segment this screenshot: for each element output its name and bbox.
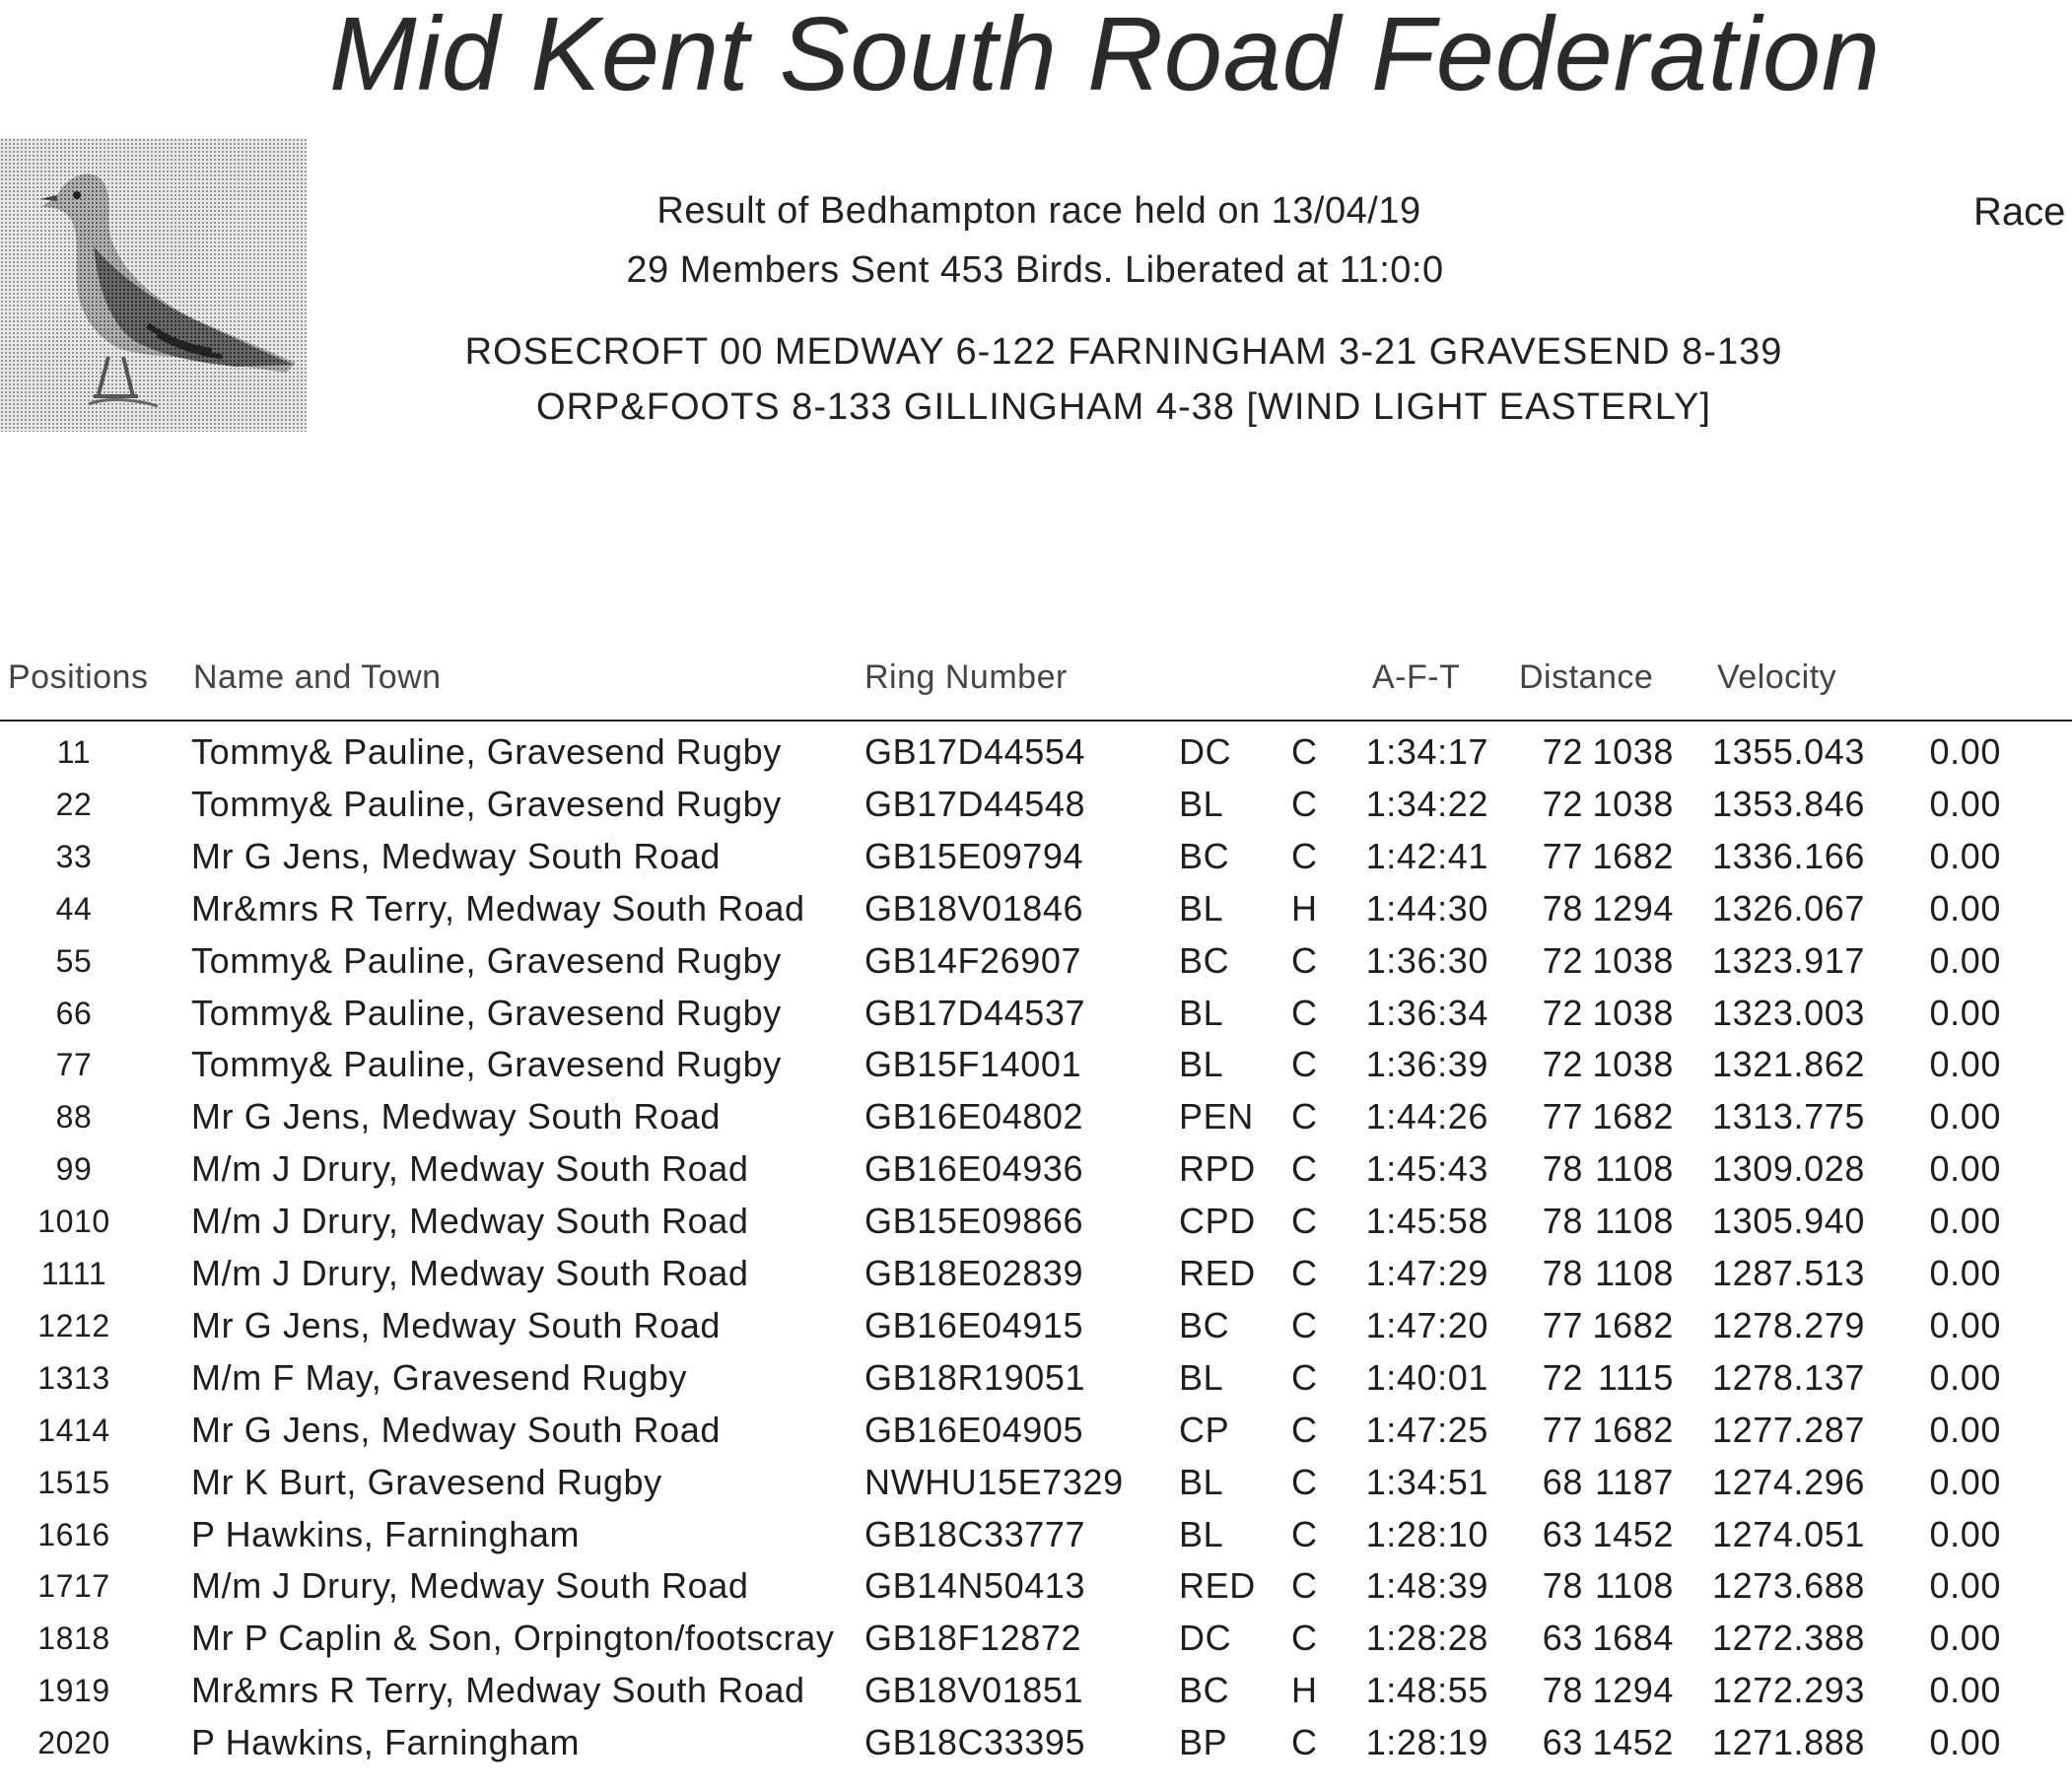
row-velocity: 1277.287 [1712,1409,1865,1450]
row-name-town: Mr G Jens, Medway South Road [191,1304,722,1345]
row-ring-number: GB18C33395 [864,1722,1086,1763]
row-distance-miles: 72 [1542,1044,1583,1085]
row-name-town: Mr P Caplin & Son, Orpington/footscray [191,1618,835,1659]
row-pool: 0.00 [1929,1044,2001,1085]
row-ring-number: GB17D44548 [864,783,1086,824]
table-row [0,1251,2072,1303]
row-position: 1818 [37,1620,110,1657]
row-pool: 0.00 [1929,1565,2001,1607]
row-name-town: M/m J Drury, Medway South Road [191,1565,749,1607]
row-aft: 1:34:22 [1365,783,1488,824]
row-position: 77 [55,1047,93,1083]
row-ring-number: GB18E02839 [864,1253,1084,1293]
row-colour: BP [1179,1722,1228,1763]
row-velocity: 1309.028 [1712,1148,1865,1190]
row-sex: C [1291,1096,1318,1137]
table-row [0,1460,2072,1512]
row-sex: H [1291,887,1318,929]
table-row [0,1146,2072,1199]
row-aft: 1:44:30 [1365,887,1488,929]
row-distance-miles: 68 [1542,1461,1583,1502]
column-header-velocity: Velocity [1717,658,1837,696]
row-velocity: 1323.917 [1712,939,1865,981]
row-name-town: Tommy& Pauline, Gravesend Rugby [191,992,782,1033]
row-position: 88 [55,1099,93,1136]
row-position: 44 [55,890,93,927]
row-aft: 1:44:26 [1365,1096,1488,1137]
club-summary-line-1: ROSECROFT 00 MEDWAY 6-122 FARNINGHAM 3-21 GRAVESEND 8-139 [464,331,1783,373]
row-pool: 0.00 [1929,1409,2001,1450]
row-ring-number: NWHU15E7329 [864,1461,1124,1502]
row-position: 55 [55,942,93,979]
table-row [0,729,2072,782]
row-distance-yards: 1038 [1592,939,1674,981]
row-velocity: 1274.051 [1712,1513,1865,1554]
row-position: 99 [55,1151,93,1188]
row-ring-number: GB18V01846 [864,887,1084,929]
row-pool: 0.00 [1929,835,2001,876]
row-velocity: 1326.067 [1712,887,1865,929]
row-pool: 0.00 [1929,939,2001,981]
row-distance-yards: 1108 [1595,1148,1674,1190]
row-sex: C [1291,1409,1318,1450]
row-distance-yards: 1294 [1592,1670,1674,1711]
row-distance-miles: 72 [1542,1356,1583,1398]
row-aft: 1:34:51 [1365,1461,1488,1502]
row-sex: H [1291,1670,1318,1711]
row-velocity: 1272.388 [1712,1618,1865,1659]
row-distance-miles: 72 [1542,939,1583,981]
row-velocity: 1287.513 [1712,1253,1865,1293]
table-row [0,991,2072,1043]
row-pool: 0.00 [1929,1304,2001,1345]
row-position: 1212 [37,1307,110,1343]
row-position: 1414 [37,1412,110,1448]
row-colour: RED [1179,1253,1256,1293]
row-colour: DC [1179,1618,1232,1659]
row-colour: CP [1179,1409,1230,1450]
row-distance-yards: 1038 [1592,992,1674,1033]
row-aft: 1:36:39 [1365,1044,1488,1085]
row-colour: BL [1179,887,1224,929]
row-aft: 1:28:28 [1365,1618,1488,1659]
row-distance-yards: 1038 [1592,1044,1674,1085]
table-row [0,1094,2072,1146]
row-distance-yards: 1682 [1592,1409,1674,1450]
row-aft: 1:47:20 [1365,1304,1488,1345]
row-velocity: 1273.688 [1712,1565,1865,1607]
row-position: 33 [55,838,93,874]
row-ring-number: GB14F26907 [864,939,1082,981]
row-aft: 1:42:41 [1365,835,1488,876]
row-pool: 0.00 [1929,1148,2001,1190]
table-row [0,1512,2072,1564]
column-header-ring: Ring Number [864,658,1068,696]
row-name-town: M/m F May, Gravesend Rugby [191,1356,688,1398]
pigeon-logo [0,138,307,432]
row-ring-number: GB16E04915 [864,1304,1084,1345]
row-distance-yards: 1115 [1597,1356,1674,1398]
row-distance-yards: 1108 [1595,1565,1674,1607]
column-header-aft: A-F-T [1372,658,1461,696]
row-distance-yards: 1294 [1592,887,1674,929]
row-name-town: P Hawkins, Farningham [191,1513,581,1554]
row-colour: BL [1179,1044,1224,1085]
row-colour: PEN [1179,1096,1254,1137]
row-velocity: 1336.166 [1712,835,1865,876]
row-colour: RPD [1179,1148,1256,1190]
row-aft: 1:40:01 [1365,1356,1488,1398]
table-row [0,1355,2072,1408]
row-distance-miles: 63 [1542,1513,1583,1554]
page-title: Mid Kent South Road Federation [329,0,1881,112]
row-pool: 0.00 [1929,1253,2001,1293]
row-distance-miles: 77 [1542,1096,1583,1137]
row-position: 1111 [40,1256,107,1291]
row-name-town: P Hawkins, Farningham [191,1722,581,1763]
table-row [0,1668,2072,1720]
row-pool: 0.00 [1929,1670,2001,1711]
row-colour: BC [1179,1670,1230,1711]
row-name-town: Tommy& Pauline, Gravesend Rugby [191,1044,782,1085]
row-velocity: 1274.296 [1712,1461,1865,1502]
row-colour: BC [1179,1304,1230,1345]
row-name-town: M/m J Drury, Medway South Road [191,1148,749,1190]
row-aft: 1:47:25 [1365,1409,1488,1450]
row-distance-yards: 1682 [1592,1304,1674,1345]
row-sex: C [1291,1618,1318,1659]
race-label: Race [1973,190,2066,234]
row-name-town: Mr G Jens, Medway South Road [191,835,722,876]
row-distance-miles: 78 [1542,1670,1583,1711]
column-header-name: Name and Town [193,658,442,696]
row-position: 1010 [37,1204,110,1240]
row-name-town: Mr&mrs R Terry, Medway South Road [191,887,805,929]
row-position: 11 [56,734,92,770]
row-distance-yards: 1682 [1592,1096,1674,1137]
row-ring-number: GB18R19051 [864,1356,1086,1398]
row-pool: 0.00 [1929,1201,2001,1242]
row-ring-number: GB17D44554 [864,731,1086,772]
row-sex: C [1291,1513,1318,1554]
row-sex: C [1291,1253,1318,1293]
header-divider [0,720,2072,722]
row-pool: 0.00 [1929,1461,2001,1502]
row-colour: RED [1179,1565,1256,1607]
table-row [0,1720,2072,1772]
row-aft: 1:28:19 [1365,1722,1488,1763]
row-pool: 0.00 [1929,1618,2001,1659]
row-position: 1313 [37,1359,110,1396]
table-row [0,1616,2072,1668]
members-sent-line: 29 Members Sent 453 Birds. Liberated at 11:0:0 [626,249,1444,291]
row-ring-number: GB14N50413 [864,1565,1086,1607]
row-ring-number: GB15E09794 [864,835,1084,876]
row-colour: BC [1179,835,1230,876]
row-sex: C [1291,783,1318,824]
row-distance-yards: 1682 [1592,835,1674,876]
row-distance-yards: 1452 [1592,1513,1674,1554]
row-distance-miles: 78 [1542,887,1583,929]
row-position: 1717 [37,1568,110,1605]
row-distance-miles: 72 [1542,731,1583,772]
row-sex: C [1291,1201,1318,1242]
row-name-town: Tommy& Pauline, Gravesend Rugby [191,783,782,824]
row-colour: BL [1179,1356,1224,1398]
row-aft: 1:47:29 [1365,1253,1488,1293]
row-aft: 1:48:55 [1365,1670,1488,1711]
row-distance-miles: 63 [1542,1618,1583,1659]
row-colour: BL [1179,1461,1224,1502]
table-row [0,1563,2072,1616]
row-ring-number: GB17D44537 [864,992,1086,1033]
row-pool: 0.00 [1929,731,2001,772]
row-sex: C [1291,731,1318,772]
row-pool: 0.00 [1929,1722,2001,1763]
row-sex: C [1291,1304,1318,1345]
row-position: 1616 [37,1516,110,1552]
table-row [0,1042,2072,1094]
row-sex: C [1291,1461,1318,1502]
row-aft: 1:36:30 [1365,939,1488,981]
row-distance-yards: 1108 [1595,1253,1674,1293]
row-name-town: Mr&mrs R Terry, Medway South Road [191,1670,805,1711]
row-distance-miles: 77 [1542,835,1583,876]
row-velocity: 1305.940 [1712,1201,1865,1242]
row-sex: C [1291,1044,1318,1085]
row-name-town: Tommy& Pauline, Gravesend Rugby [191,939,782,981]
row-pool: 0.00 [1929,887,2001,929]
row-distance-yards: 1038 [1592,783,1674,824]
row-distance-miles: 78 [1542,1565,1583,1607]
row-position: 2020 [37,1725,110,1761]
row-pool: 0.00 [1929,783,2001,824]
row-aft: 1:45:43 [1365,1148,1488,1190]
row-position: 1515 [37,1464,110,1500]
row-ring-number: GB16E04905 [864,1409,1084,1450]
row-name-town: Mr G Jens, Medway South Road [191,1409,722,1450]
row-distance-yards: 1038 [1592,731,1674,772]
row-distance-yards: 1452 [1592,1722,1674,1763]
row-position: 1919 [37,1673,110,1709]
row-colour: DC [1179,731,1232,772]
row-distance-miles: 77 [1542,1409,1583,1450]
row-aft: 1:48:39 [1365,1565,1488,1607]
column-header-distance: Distance [1519,658,1654,696]
row-velocity: 1353.846 [1712,783,1865,824]
row-sex: C [1291,992,1318,1033]
row-sex: C [1291,939,1318,981]
club-summary-line-2: ORP&FOOTS 8-133 GILLINGHAM 4-38 [WIND LIGHT EASTERLY] [536,386,1711,428]
row-aft: 1:45:58 [1365,1201,1488,1242]
row-colour: CPD [1179,1201,1256,1242]
row-name-town: M/m J Drury, Medway South Road [191,1201,749,1242]
row-distance-miles: 63 [1542,1722,1583,1763]
pigeon-icon [0,138,307,432]
row-pool: 0.00 [1929,1513,2001,1554]
row-distance-yards: 1684 [1592,1618,1674,1659]
row-pool: 0.00 [1929,992,2001,1033]
row-distance-yards: 1108 [1595,1201,1674,1242]
row-aft: 1:36:34 [1365,992,1488,1033]
row-velocity: 1321.862 [1712,1044,1865,1085]
row-colour: BL [1179,992,1224,1033]
table-row [0,1408,2072,1460]
race-result-line: Result of Bedhampton race held on 13/04/19 [656,190,1421,232]
row-name-town: Mr G Jens, Medway South Road [191,1096,722,1137]
table-row [0,1199,2072,1251]
row-sex: C [1291,835,1318,876]
row-colour: BC [1179,939,1230,981]
row-sex: C [1291,1148,1318,1190]
table-row [0,782,2072,834]
row-sex: C [1291,1356,1318,1398]
row-position: 66 [55,995,93,1031]
row-distance-miles: 78 [1542,1201,1583,1242]
table-row [0,938,2072,991]
row-ring-number: GB16E04936 [864,1148,1084,1190]
column-header-positions: Positions [8,658,149,696]
row-ring-number: GB15F14001 [864,1044,1082,1085]
row-ring-number: GB18C33777 [864,1513,1086,1554]
row-distance-yards: 1187 [1595,1461,1674,1502]
row-velocity: 1323.003 [1712,992,1865,1033]
table-row [0,1303,2072,1355]
row-velocity: 1278.279 [1712,1304,1865,1345]
row-distance-miles: 72 [1542,783,1583,824]
row-velocity: 1313.775 [1712,1096,1865,1137]
row-pool: 0.00 [1929,1356,2001,1398]
row-colour: BL [1179,1513,1224,1554]
row-distance-miles: 77 [1542,1304,1583,1345]
row-ring-number: GB15E09866 [864,1201,1084,1242]
row-distance-miles: 72 [1542,992,1583,1033]
row-name-town: M/m J Drury, Medway South Road [191,1253,749,1293]
row-name-town: Tommy& Pauline, Gravesend Rugby [191,731,782,772]
table-row [0,834,2072,886]
row-sex: C [1291,1565,1318,1607]
row-velocity: 1355.043 [1712,731,1865,772]
row-velocity: 1278.137 [1712,1356,1865,1398]
row-aft: 1:34:17 [1365,731,1488,772]
row-distance-miles: 78 [1542,1148,1583,1190]
row-ring-number: GB18V01851 [864,1670,1084,1711]
table-row [0,886,2072,938]
row-distance-miles: 78 [1542,1253,1583,1293]
row-colour: BL [1179,783,1224,824]
row-velocity: 1272.293 [1712,1670,1865,1711]
row-velocity: 1271.888 [1712,1722,1865,1763]
row-aft: 1:28:10 [1365,1513,1488,1554]
row-pool: 0.00 [1929,1096,2001,1137]
row-sex: C [1291,1722,1318,1763]
row-ring-number: GB16E04802 [864,1096,1084,1137]
row-name-town: Mr K Burt, Gravesend Rugby [191,1461,662,1502]
row-position: 22 [55,786,93,822]
row-ring-number: GB18F12872 [864,1618,1082,1659]
